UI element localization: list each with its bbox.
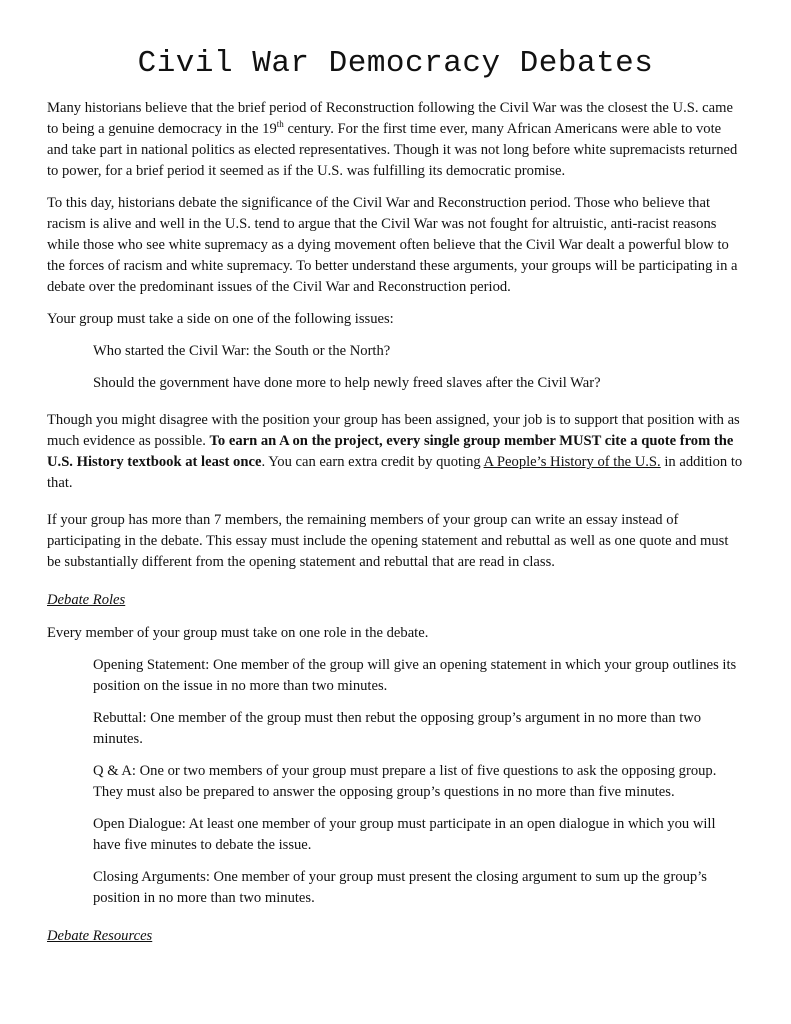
ordinal-superscript: th bbox=[276, 119, 284, 130]
debate-roles-heading: Debate Roles bbox=[47, 592, 126, 608]
role-open-dialogue: Open Dialogue: At least one member of your group must participate in an open dialogue in which you will have five minutes to debate the issue. bbox=[93, 816, 716, 853]
role-opening-statement: Opening Statement: One member of the group will give an opening statement in which your group outlines its position on the issue in no more than two minutes. bbox=[93, 657, 737, 694]
requirements-paragraph bbox=[47, 410, 744, 494]
requirements-text-continued: . You can earn extra credit by quoting bbox=[261, 454, 484, 470]
page-title: Civil War Democracy Debates bbox=[137, 46, 654, 81]
extra-members-paragraph: If your group has more than 7 members, the remaining members of your group can write an essay instead of participating in the debate. This essay must include the opening statement and rebuttal as well as one quote and must be substantially different from the opening statement and rebuttal that are read in class. bbox=[47, 512, 729, 570]
intro-paragraph-3: Your group must take a side on one of the following issues: bbox=[47, 311, 394, 327]
intro-paragraph-1 bbox=[47, 98, 744, 182]
intro-text: Many historians believe that the brief period of Reconstruction following the Civil War was the closest the U.S. came to being a genuine democracy in the 19 bbox=[47, 100, 733, 137]
intro-paragraph-2: To this day, historians debate the significance of the Civil War and Reconstruction period. Those who believe that racism is alive and well in the U.S. tend to argue that the Civil War was not fought for altruistic, anti-racist reasons while those who see white supremacy as a dying movement often believe that the Civil War dealt a powerful blow to the forces of racism and white supremacy. To better understand these arguments, your groups will be participating in a debate over the predominant issues of the Civil War and Reconstruction period. bbox=[47, 195, 738, 295]
role-q-and-a: Q & A: One or two members of your group must prepare a list of five questions to ask the opposing group. They must also be prepared to answer the opposing group’s questions in no more than five minutes. bbox=[93, 763, 717, 800]
requirements-bold-text: To earn an A on the project, every single group member MUST cite a quote from the U.S. History textbook at least once bbox=[47, 433, 734, 470]
debate-resources-heading: Debate Resources bbox=[47, 928, 153, 944]
requirements-text-end: in addition to that. bbox=[47, 454, 743, 491]
book-title: A People’s History of the U.S. bbox=[483, 454, 661, 470]
roles-intro: Every member of your group must take on one role in the debate. bbox=[47, 625, 429, 641]
role-closing-arguments: Closing Arguments: One member of your group must present the closing argument to sum up the group’s position in no more than two minutes. bbox=[93, 869, 707, 906]
issue-item-2: Should the government have done more to help newly freed slaves after the Civil War? bbox=[93, 375, 601, 391]
role-rebuttal: Rebuttal: One member of the group must then rebut the opposing group’s argument in no more than two minutes. bbox=[93, 710, 702, 747]
intro-text-continued: century. For the first time ever, many African Americans were able to vote and take part in national politics as elected representatives. Though it was not long before white supremacists returned to power, for a brief period it seemed as if the U.S. was fulfilling its democratic promise. bbox=[47, 121, 738, 179]
issue-item-1: Who started the Civil War: the South or the North? bbox=[93, 343, 391, 359]
requirements-text: Though you might disagree with the position your group has been assigned, your job is to support that position with as much evidence as possible. bbox=[47, 412, 740, 449]
